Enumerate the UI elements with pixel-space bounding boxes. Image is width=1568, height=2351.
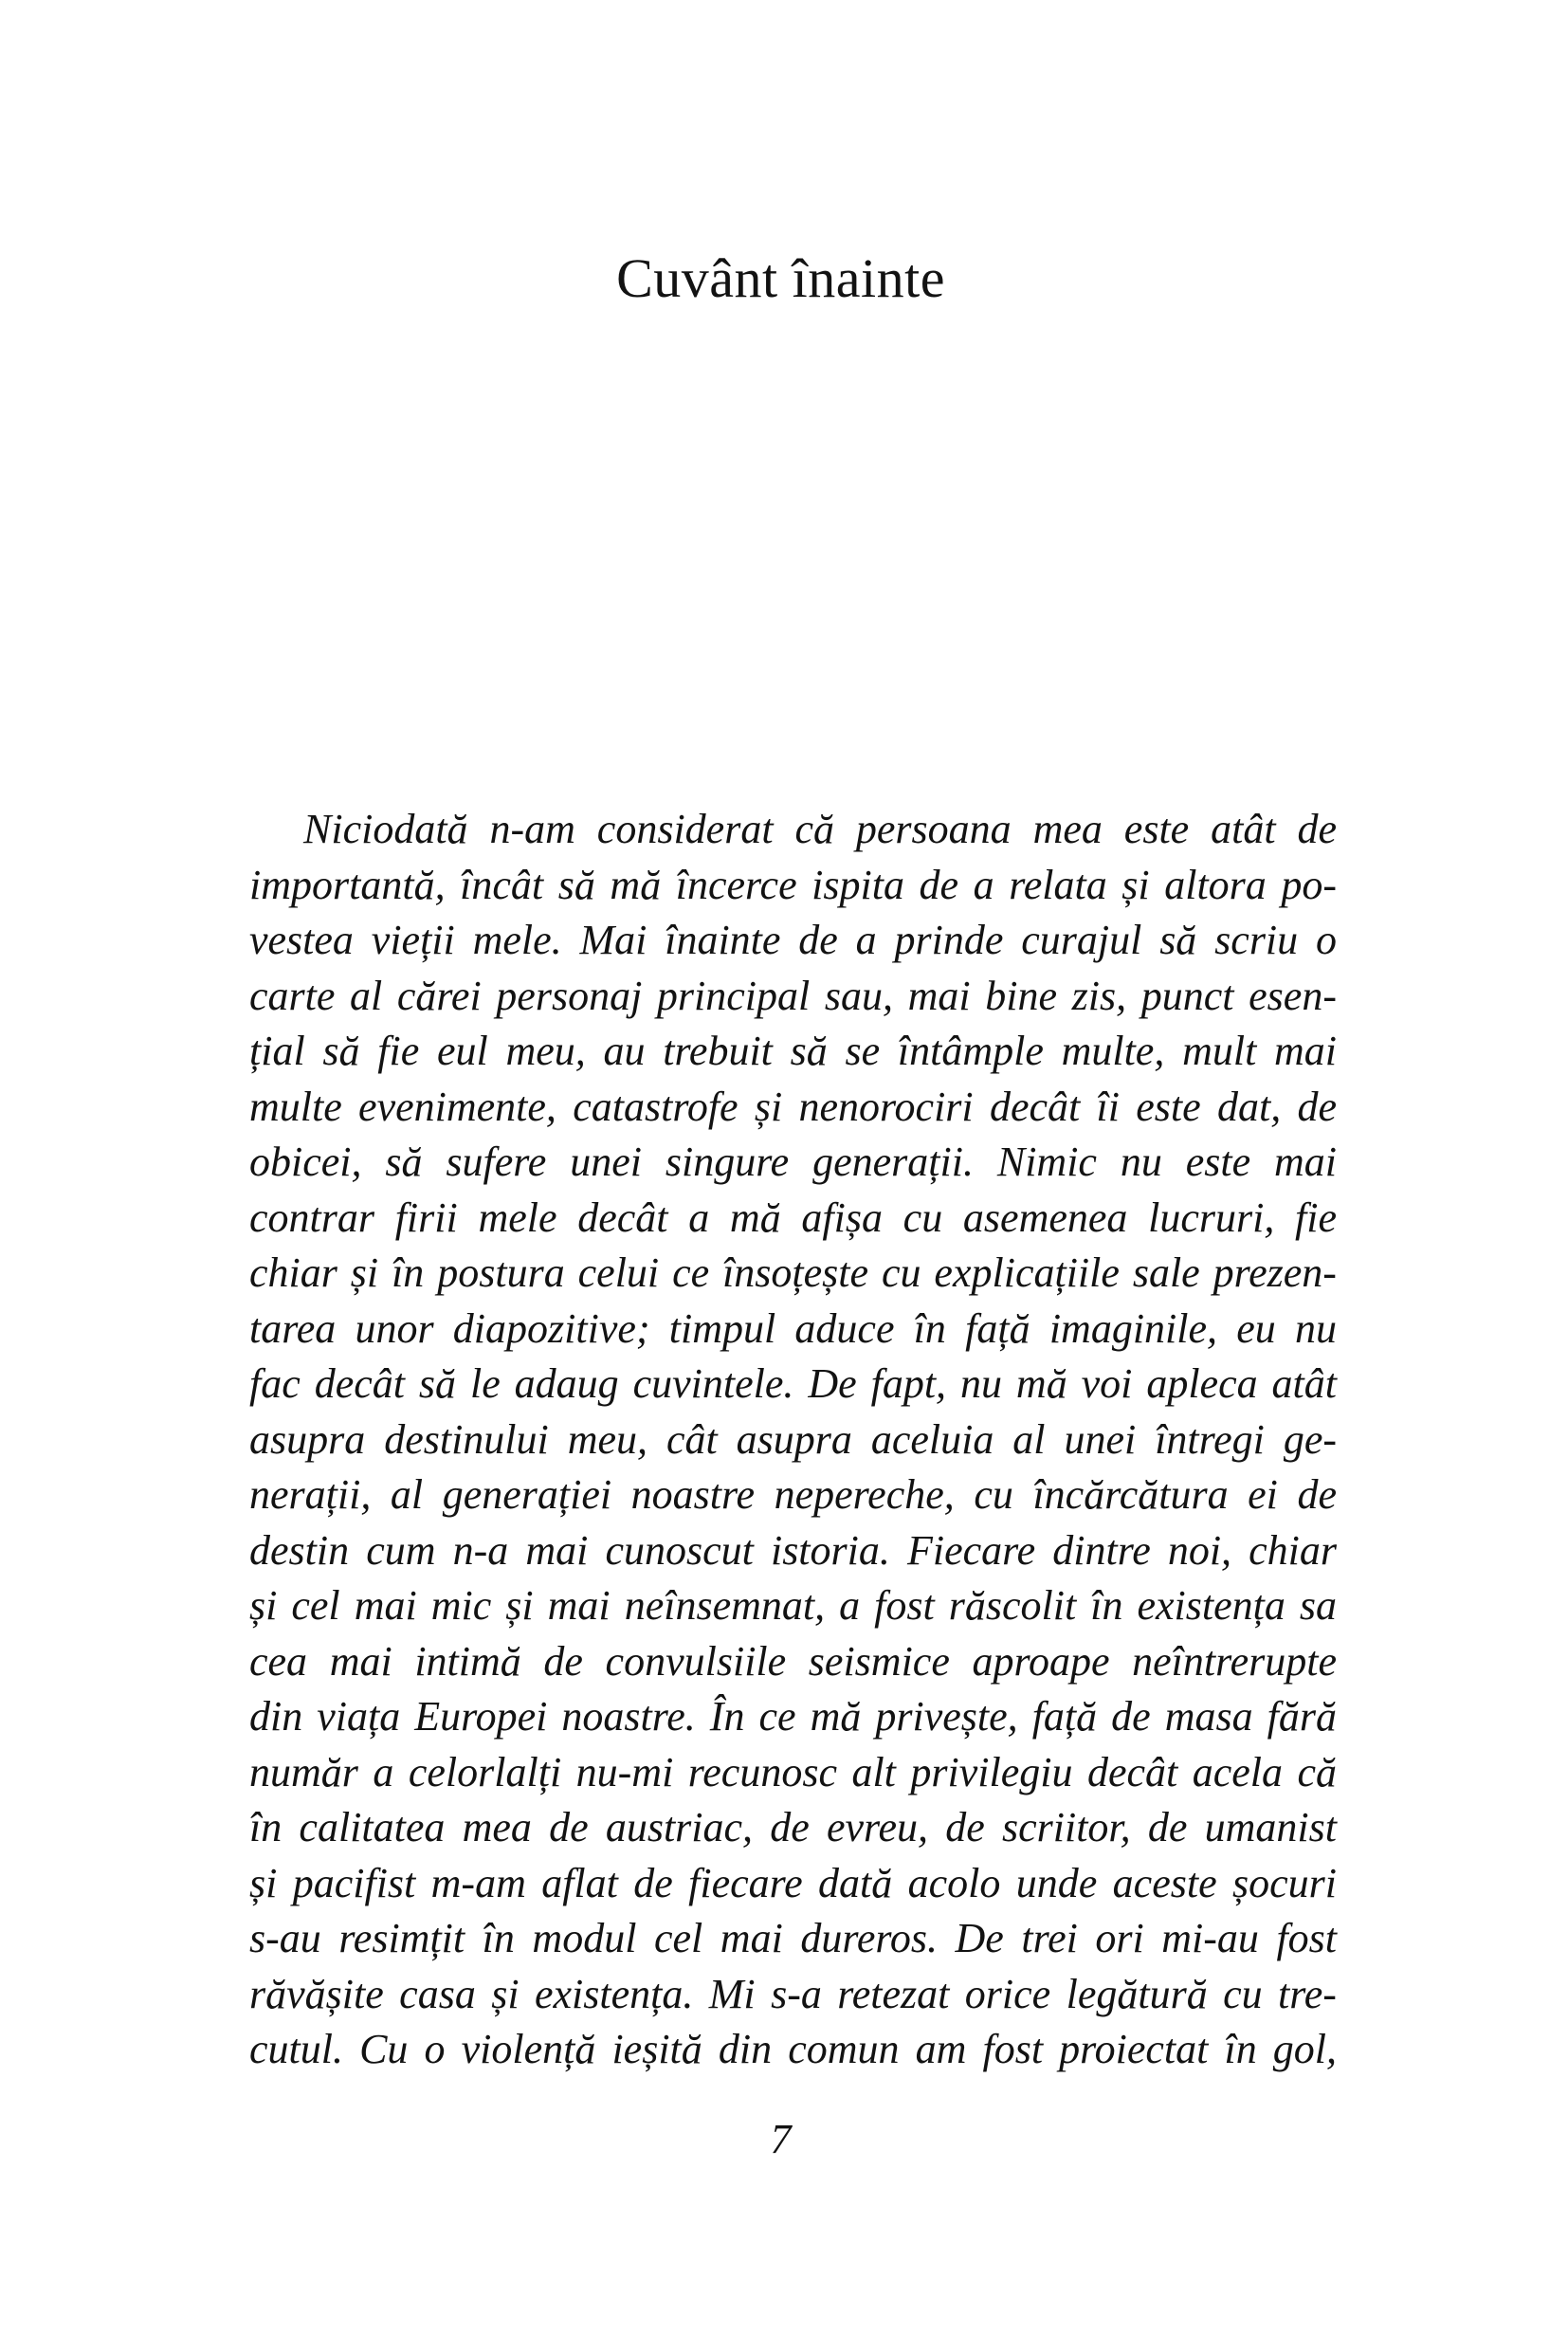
body-line: din viața Europei noastre. În ce mă privește, față de masa fără xyxy=(249,1693,1338,1740)
body-line: s-au resimțit în modul cel mai dureros. De trei ori mi-au fost xyxy=(249,1915,1338,1961)
body-line: și pacifist m-am aflat de fiecare dată acolo unde aceste șocuri xyxy=(249,1859,1337,1906)
body-line: cea mai intimă de convulsiile seismice aproape neîntrerupte xyxy=(249,1637,1338,1685)
body-line: țial să fie eul meu, au trebuit să se întâmple multe, mult mai xyxy=(249,1028,1338,1074)
page-number: 7 xyxy=(770,2116,792,2162)
body-line: vestea vieții mele. Mai înainte de a prinde curajul să scriu o xyxy=(249,917,1338,963)
body-line: carte al cărei personaj principal sau, mai bine zis, punct esen- xyxy=(249,972,1337,1019)
body-line: obicei, să sufere unei singure generații. Nimic nu este mai xyxy=(249,1139,1338,1185)
body-line: cutul. Cu o violență ieșită din comun am fost proiectat în gol, xyxy=(249,2026,1338,2072)
body-line: destin cum n-a mai cunoscut istoria. Fiecare dintre noi, chiar xyxy=(249,1526,1338,1574)
body-line: răvășite casa și existența. Mi s-a retezat orice legătură cu tre- xyxy=(249,1970,1337,2017)
chapter-title: Cuvânt înainte xyxy=(616,246,945,309)
body-line: contrar firii mele decât a mă afișa cu asemenea lucruri, fie xyxy=(249,1194,1338,1241)
body-line: fac decât să le adaug cuvintele. De fapt, nu mă voi apleca atât xyxy=(249,1360,1338,1407)
body-paragraph xyxy=(249,802,1337,2078)
body-line: tarea unor diapozitive; timpul aduce în față imaginile, eu nu xyxy=(249,1304,1337,1352)
body-line: asupra destinului meu, cât asupra aceluia al unei întregi ge- xyxy=(249,1415,1338,1463)
body-line: importantă, încât să mă încerce ispita de a relata și altora po- xyxy=(249,861,1338,908)
body-line: și cel mai mic și mai neînsemnat, a fost răscolit în existența sa xyxy=(249,1582,1338,1629)
body-line: în calitatea mea de austriac, de evreu, de scriitor, de umanist xyxy=(249,1804,1337,1850)
body-line: număr a celorlalți nu-mi recunosc alt privilegiu decât acela că xyxy=(249,1748,1338,1795)
body-line: multe evenimente, catastrofe și nenorociri decât îi este dat, de xyxy=(249,1083,1338,1130)
body-line: Niciodată n-am considerat că persoana mea este atât de xyxy=(303,806,1338,852)
body-line: nerații, al generației noastre nepereche, cu încărcătura ei de xyxy=(249,1471,1338,1518)
body-line: chiar și în postura celui ce însoțește cu explicațiile sale prezen- xyxy=(249,1249,1337,1296)
